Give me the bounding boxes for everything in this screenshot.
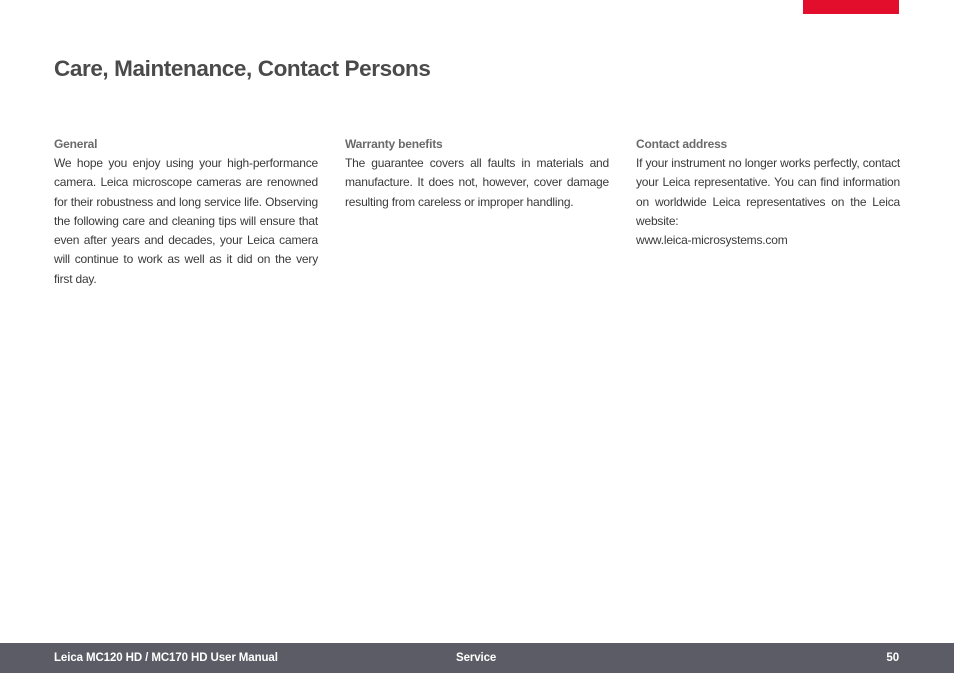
- section-body: If your instrument no longer works perfectly, contact your Leica representative. You can find information on worldwide Leica representatives on the Leica website:: [636, 156, 900, 228]
- accent-bar: [803, 0, 899, 14]
- section-body: We hope you enjoy using your high-performance camera. Leica microscope cameras are renowned for their robustness and long service life. Observing the following care and cleaning tips will ensure that even after years and decades, your Leica camera will continue to work as well as it did on the very first day.: [54, 156, 318, 286]
- section-heading: Contact address: [636, 137, 728, 151]
- website-link[interactable]: www.leica-microsystems.com: [636, 233, 788, 248]
- footer-manual-title: Leica MC120 HD / MC170 HD User Manual: [54, 652, 278, 664]
- section-warranty-benefits: [345, 135, 609, 212]
- page-title: Care, Maintenance, Contact Persons: [54, 56, 431, 81]
- section-heading: Warranty benefits: [345, 137, 443, 151]
- page-footer: [0, 643, 954, 673]
- footer-section-name: Service: [456, 652, 497, 664]
- footer-page-number: 50: [886, 652, 899, 664]
- section-heading: General: [54, 137, 98, 151]
- section-contact-address: [636, 135, 900, 250]
- section-general: [54, 135, 318, 289]
- section-body: The guarantee covers all faults in materials and manufacture. It does not, however, cover damage resulting from careless or improper handling.: [345, 156, 609, 209]
